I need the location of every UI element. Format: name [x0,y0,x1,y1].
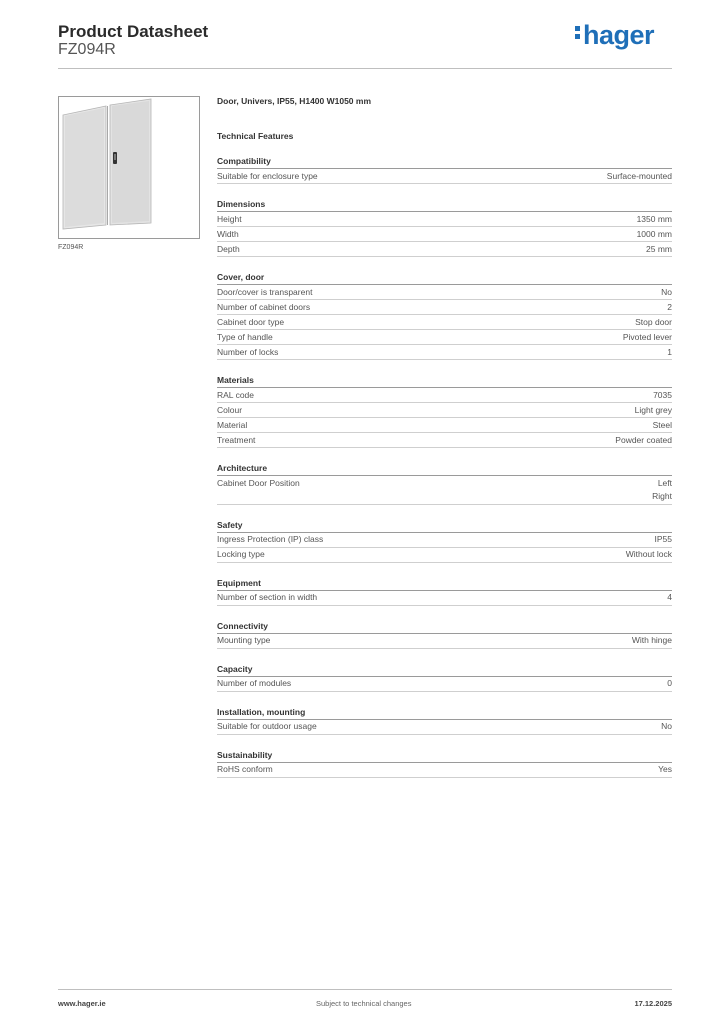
section-sustainability [217,750,672,778]
spec-value-line: With hinge [631,635,672,645]
spec-value [658,763,672,777]
spec-value-line: IP55 [654,534,672,544]
spec-row [217,169,672,184]
footer-date: 17.12.2025 [634,999,672,1008]
spec-row [217,330,672,345]
section-title: Compatibility [217,156,672,169]
spec-value-line: Left [657,477,672,488]
spec-row [217,548,672,563]
spec-row [217,677,672,692]
spec-row [217,345,672,360]
spec-value [607,170,672,184]
spec-value [653,419,672,433]
section-title: Installation, mounting [217,707,672,720]
spec-value [623,331,672,345]
spec-label: Number of section in width [217,592,318,602]
spec-value [667,677,672,691]
spec-value-line: Surface-mounted [606,170,672,181]
spec-label: Treatment [217,434,256,445]
spec-label: Width [217,228,239,239]
section-title: Safety [217,520,672,533]
spec-value-line: 0 [667,678,672,688]
spec-value [637,213,672,227]
spec-label: RoHS conform [217,764,273,774]
logo-text: hager [582,20,654,50]
spec-label: Height [217,213,242,224]
spec-value-line: Without lock [625,549,672,559]
spec-row [217,285,672,300]
spec-row [217,476,672,505]
spec-row [217,403,672,418]
spec-value-line: No [661,286,672,297]
spec-row [217,533,672,548]
spec-value-line: 1000 mm [636,228,672,239]
spec-value [635,404,672,418]
section-title: Dimensions [217,199,672,212]
spec-value [661,286,672,300]
spec-value-line: 2 [667,301,672,312]
spec-value [667,301,672,315]
section-title: Capacity [217,664,672,677]
spec-row [217,591,672,606]
spec-row [217,433,672,448]
header-divider [58,68,672,69]
spec-value-line: Light grey [634,404,672,415]
spec-value [667,346,672,360]
spec-value-line: Pivoted lever [622,331,672,342]
section-installation-mounting [217,707,672,735]
spec-row [217,720,672,735]
spec-label: Mounting type [217,635,271,645]
spec-value [646,243,672,257]
spec-value [637,228,672,242]
section-title: Materials [217,375,672,388]
section-cover-door [217,272,672,360]
spec-value-line: Steel [652,419,672,430]
spec-row [217,227,672,242]
spec-value-line: No [661,721,672,731]
spec-label: Suitable for outdoor usage [217,721,317,731]
spec-value-line: Stop door [635,316,672,327]
product-image [58,96,200,239]
spec-row [217,634,672,649]
feature-sections [217,156,672,778]
product-code: FZ094R [58,41,116,58]
hager-logo[interactable] [575,20,654,51]
page-header [58,20,672,68]
section-compatibility [217,156,672,184]
section-safety [217,520,672,563]
spec-label: Number of cabinet doors [217,301,311,312]
spec-row [217,212,672,227]
spec-value [626,548,672,562]
section-connectivity [217,621,672,649]
spec-value [661,720,672,734]
spec-label: Suitable for enclosure type [217,170,318,181]
section-architecture [217,463,672,505]
spec-label: RAL code [217,389,255,400]
spec-row [217,300,672,315]
spec-value [635,316,672,330]
spec-label: Ingress Protection (IP) class [217,534,324,544]
spec-value-line: 25 mm [646,243,672,254]
cabinet-door-illustration [59,97,199,238]
spec-value-line: 4 [667,592,672,602]
section-title: Architecture [217,463,672,476]
spec-value [667,591,672,605]
technical-features-heading: Technical Features [217,131,294,141]
spec-value [615,434,672,448]
section-dimensions [217,199,672,257]
logo-dots-icon [575,23,580,42]
spec-label: Depth [217,243,240,254]
section-materials [217,375,672,448]
spec-label: Material [217,419,248,430]
section-title: Sustainability [217,750,672,763]
spec-label: Number of modules [217,678,292,688]
datasheet-content [217,96,672,778]
spec-label: Number of locks [217,346,279,357]
section-capacity [217,664,672,692]
spec-row [217,388,672,403]
section-title: Cover, door [217,272,672,285]
product-name: Door, Univers, IP55, H1400 W1050 mm [217,96,372,106]
spec-value [653,389,672,403]
page-title: Product Datasheet [58,22,209,41]
spec-label: Door/cover is transparent [217,286,313,297]
image-caption: FZ094R [58,244,84,251]
spec-label: Type of handle [217,331,273,342]
spec-row [217,763,672,778]
footer-website-link[interactable]: www.hager.ie [58,999,106,1008]
spec-value [652,477,672,504]
spec-value [655,533,673,547]
section-equipment [217,578,672,606]
footer-note: Subject to technical changes [316,999,412,1008]
spec-value-line: Yes [658,764,672,774]
spec-label: Cabinet door type [217,316,285,327]
spec-value-line: Right [652,491,672,501]
spec-value-line: Powder coated [615,434,672,445]
spec-value-line: 1 [667,346,672,357]
spec-label: Cabinet Door Position [217,477,300,488]
spec-value [632,634,672,648]
spec-row [217,315,672,330]
spec-row [217,418,672,433]
spec-label: Colour [217,404,243,415]
spec-value-line: 1350 mm [636,213,672,224]
spec-label: Locking type [217,549,265,559]
spec-row [217,242,672,257]
spec-value-line: 7035 [653,389,672,400]
section-title: Equipment [217,578,672,591]
section-title: Connectivity [217,621,672,634]
footer-divider [58,989,672,990]
